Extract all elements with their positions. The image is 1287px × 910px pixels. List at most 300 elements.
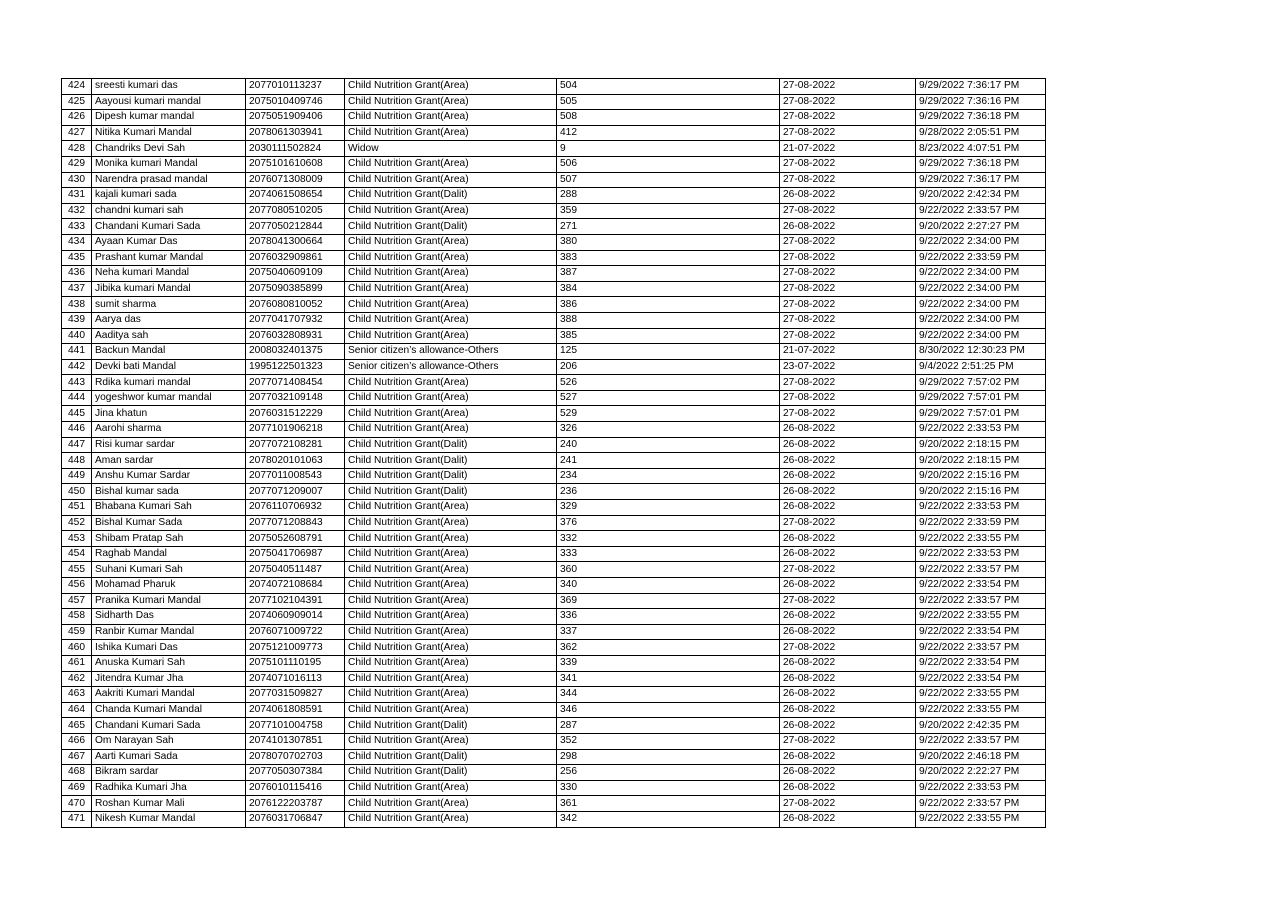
record-number-cell: 359	[557, 203, 780, 219]
table-row	[62, 811, 1046, 827]
serial-number-cell: 427	[62, 125, 92, 141]
serial-number-cell: 454	[62, 546, 92, 562]
record-number-cell: 287	[557, 718, 780, 734]
id-number-cell: 2077071209007	[246, 484, 345, 500]
date-cell: 23-07-2022	[780, 359, 916, 375]
record-number-cell: 362	[557, 640, 780, 656]
table-row	[62, 406, 1046, 422]
id-number-cell: 2078070702703	[246, 749, 345, 765]
timestamp-cell: 9/20/2022 2:22:27 PM	[916, 765, 1046, 781]
beneficiary-name-cell: Pranika Kumari Mandal	[92, 593, 246, 609]
records-table-body	[62, 79, 1046, 828]
serial-number-cell: 432	[62, 203, 92, 219]
timestamp-cell: 9/22/2022 2:33:53 PM	[916, 422, 1046, 438]
date-cell: 26-08-2022	[780, 718, 916, 734]
allowance-type-cell: Child Nutrition Grant(Area)	[345, 234, 557, 250]
allowance-type-cell: Child Nutrition Grant(Dalit)	[345, 188, 557, 204]
timestamp-cell: 9/22/2022 2:33:53 PM	[916, 546, 1046, 562]
serial-number-cell: 471	[62, 811, 92, 827]
allowance-type-cell: Child Nutrition Grant(Dalit)	[345, 437, 557, 453]
beneficiary-name-cell: Sidharth Das	[92, 609, 246, 625]
date-cell: 27-08-2022	[780, 328, 916, 344]
beneficiary-name-cell: Neha kumari Mandal	[92, 266, 246, 282]
id-number-cell: 2074071016113	[246, 671, 345, 687]
timestamp-cell: 9/22/2022 2:33:54 PM	[916, 624, 1046, 640]
serial-number-cell: 457	[62, 593, 92, 609]
record-number-cell: 336	[557, 609, 780, 625]
record-number-cell: 341	[557, 671, 780, 687]
id-number-cell: 2076122203787	[246, 796, 345, 812]
allowance-type-cell: Child Nutrition Grant(Dalit)	[345, 765, 557, 781]
table-row	[62, 562, 1046, 578]
beneficiary-name-cell: Aaditya sah	[92, 328, 246, 344]
allowance-type-cell: Senior citizen’s allowance-Others	[345, 359, 557, 375]
beneficiary-name-cell: Jitendra Kumar Jha	[92, 671, 246, 687]
beneficiary-name-cell: Prashant kumar Mandal	[92, 250, 246, 266]
serial-number-cell: 455	[62, 562, 92, 578]
allowance-type-cell: Child Nutrition Grant(Area)	[345, 655, 557, 671]
record-number-cell: 333	[557, 546, 780, 562]
allowance-type-cell: Child Nutrition Grant(Area)	[345, 94, 557, 110]
table-row	[62, 765, 1046, 781]
timestamp-cell: 9/22/2022 2:33:54 PM	[916, 655, 1046, 671]
allowance-type-cell: Child Nutrition Grant(Area)	[345, 422, 557, 438]
id-number-cell: 2075101110195	[246, 655, 345, 671]
allowance-type-cell: Child Nutrition Grant(Area)	[345, 312, 557, 328]
id-number-cell: 2077011008543	[246, 468, 345, 484]
record-number-cell: 527	[557, 390, 780, 406]
serial-number-cell: 453	[62, 531, 92, 547]
table-row	[62, 484, 1046, 500]
allowance-type-cell: Child Nutrition Grant(Area)	[345, 546, 557, 562]
id-number-cell: 2077010113237	[246, 79, 345, 95]
serial-number-cell: 461	[62, 655, 92, 671]
allowance-type-cell: Child Nutrition Grant(Dalit)	[345, 718, 557, 734]
timestamp-cell: 8/23/2022 4:07:51 PM	[916, 141, 1046, 157]
table-row	[62, 94, 1046, 110]
timestamp-cell: 9/20/2022 2:42:34 PM	[916, 188, 1046, 204]
serial-number-cell: 465	[62, 718, 92, 734]
beneficiary-name-cell: Chandani Kumari Sada	[92, 219, 246, 235]
record-number-cell: 342	[557, 811, 780, 827]
id-number-cell: 2077031509827	[246, 687, 345, 703]
id-number-cell: 2076080810052	[246, 297, 345, 313]
timestamp-cell: 9/20/2022 2:42:35 PM	[916, 718, 1046, 734]
date-cell: 26-08-2022	[780, 671, 916, 687]
table-row	[62, 281, 1046, 297]
serial-number-cell: 468	[62, 765, 92, 781]
record-number-cell: 505	[557, 94, 780, 110]
record-number-cell: 236	[557, 484, 780, 500]
allowance-type-cell: Child Nutrition Grant(Dalit)	[345, 453, 557, 469]
table-row	[62, 156, 1046, 172]
timestamp-cell: 9/22/2022 2:33:57 PM	[916, 796, 1046, 812]
table-row	[62, 796, 1046, 812]
timestamp-cell: 9/22/2022 2:33:57 PM	[916, 640, 1046, 656]
id-number-cell: 2078020101063	[246, 453, 345, 469]
allowance-type-cell: Child Nutrition Grant(Area)	[345, 640, 557, 656]
id-number-cell: 2075040609109	[246, 266, 345, 282]
beneficiary-name-cell: Backun Mandal	[92, 344, 246, 360]
beneficiary-name-cell: Mohamad Pharuk	[92, 578, 246, 594]
id-number-cell: 2077102104391	[246, 593, 345, 609]
beneficiary-name-cell: Aarya das	[92, 312, 246, 328]
id-number-cell: 2074072108684	[246, 578, 345, 594]
record-number-cell: 360	[557, 562, 780, 578]
timestamp-cell: 9/20/2022 2:18:15 PM	[916, 453, 1046, 469]
record-number-cell: 506	[557, 156, 780, 172]
table-row	[62, 359, 1046, 375]
timestamp-cell: 9/22/2022 2:34:00 PM	[916, 312, 1046, 328]
record-number-cell: 326	[557, 422, 780, 438]
timestamp-cell: 9/20/2022 2:18:15 PM	[916, 437, 1046, 453]
beneficiary-name-cell: Chanda Kumari Mandal	[92, 702, 246, 718]
id-number-cell: 2076110706932	[246, 500, 345, 516]
table-row	[62, 188, 1046, 204]
table-row	[62, 297, 1046, 313]
record-number-cell: 241	[557, 453, 780, 469]
date-cell: 26-08-2022	[780, 609, 916, 625]
allowance-type-cell: Child Nutrition Grant(Area)	[345, 562, 557, 578]
table-row	[62, 375, 1046, 391]
serial-number-cell: 425	[62, 94, 92, 110]
id-number-cell: 2076031706847	[246, 811, 345, 827]
date-cell: 26-08-2022	[780, 546, 916, 562]
record-number-cell: 339	[557, 655, 780, 671]
timestamp-cell: 9/22/2022 2:33:55 PM	[916, 811, 1046, 827]
serial-number-cell: 463	[62, 687, 92, 703]
record-number-cell: 504	[557, 79, 780, 95]
serial-number-cell: 460	[62, 640, 92, 656]
beneficiary-name-cell: Chandani Kumari Sada	[92, 718, 246, 734]
id-number-cell: 2077072108281	[246, 437, 345, 453]
date-cell: 26-08-2022	[780, 624, 916, 640]
allowance-type-cell: Child Nutrition Grant(Area)	[345, 172, 557, 188]
record-number-cell: 240	[557, 437, 780, 453]
id-number-cell: 2076071009722	[246, 624, 345, 640]
table-row	[62, 593, 1046, 609]
timestamp-cell: 9/22/2022 2:34:00 PM	[916, 234, 1046, 250]
serial-number-cell: 466	[62, 733, 92, 749]
record-number-cell: 9	[557, 141, 780, 157]
serial-number-cell: 464	[62, 702, 92, 718]
table-row	[62, 578, 1046, 594]
record-number-cell: 234	[557, 468, 780, 484]
date-cell: 27-08-2022	[780, 593, 916, 609]
date-cell: 26-08-2022	[780, 437, 916, 453]
date-cell: 27-08-2022	[780, 234, 916, 250]
id-number-cell: 2077032109148	[246, 390, 345, 406]
date-cell: 27-08-2022	[780, 297, 916, 313]
timestamp-cell: 9/29/2022 7:57:01 PM	[916, 406, 1046, 422]
date-cell: 27-08-2022	[780, 250, 916, 266]
id-number-cell: 2076031512229	[246, 406, 345, 422]
id-number-cell: 2075040511487	[246, 562, 345, 578]
serial-number-cell: 442	[62, 359, 92, 375]
allowance-type-cell: Child Nutrition Grant(Area)	[345, 811, 557, 827]
serial-number-cell: 470	[62, 796, 92, 812]
records-table	[61, 78, 1046, 828]
allowance-type-cell: Child Nutrition Grant(Area)	[345, 578, 557, 594]
timestamp-cell: 9/28/2022 2:05:51 PM	[916, 125, 1046, 141]
allowance-type-cell: Child Nutrition Grant(Area)	[345, 203, 557, 219]
record-number-cell: 508	[557, 110, 780, 126]
timestamp-cell: 9/20/2022 2:27:27 PM	[916, 219, 1046, 235]
id-number-cell: 2076032808931	[246, 328, 345, 344]
table-row	[62, 328, 1046, 344]
date-cell: 21-07-2022	[780, 141, 916, 157]
record-number-cell: 361	[557, 796, 780, 812]
id-number-cell: 2076071308009	[246, 172, 345, 188]
timestamp-cell: 9/29/2022 7:57:02 PM	[916, 375, 1046, 391]
beneficiary-name-cell: Radhika Kumari Jha	[92, 780, 246, 796]
beneficiary-name-cell: Roshan Kumar Mali	[92, 796, 246, 812]
serial-number-cell: 448	[62, 453, 92, 469]
timestamp-cell: 9/22/2022 2:33:55 PM	[916, 687, 1046, 703]
id-number-cell: 2077071208843	[246, 515, 345, 531]
serial-number-cell: 424	[62, 79, 92, 95]
date-cell: 26-08-2022	[780, 780, 916, 796]
beneficiary-name-cell: Aarohi sharma	[92, 422, 246, 438]
timestamp-cell: 9/22/2022 2:33:57 PM	[916, 593, 1046, 609]
date-cell: 26-08-2022	[780, 655, 916, 671]
beneficiary-name-cell: sumit sharma	[92, 297, 246, 313]
table-row	[62, 640, 1046, 656]
beneficiary-name-cell: Anuska Kumari Sah	[92, 655, 246, 671]
allowance-type-cell: Child Nutrition Grant(Area)	[345, 733, 557, 749]
beneficiary-name-cell: Devki bati Mandal	[92, 359, 246, 375]
timestamp-cell: 9/22/2022 2:33:57 PM	[916, 562, 1046, 578]
timestamp-cell: 9/4/2022 2:51:25 PM	[916, 359, 1046, 375]
date-cell: 27-08-2022	[780, 203, 916, 219]
serial-number-cell: 433	[62, 219, 92, 235]
timestamp-cell: 9/22/2022 2:33:54 PM	[916, 578, 1046, 594]
date-cell: 26-08-2022	[780, 453, 916, 469]
id-number-cell: 2074101307851	[246, 733, 345, 749]
allowance-type-cell: Child Nutrition Grant(Area)	[345, 79, 557, 95]
serial-number-cell: 441	[62, 344, 92, 360]
record-number-cell: 125	[557, 344, 780, 360]
serial-number-cell: 445	[62, 406, 92, 422]
table-row	[62, 390, 1046, 406]
record-number-cell: 526	[557, 375, 780, 391]
table-row	[62, 531, 1046, 547]
allowance-type-cell: Child Nutrition Grant(Area)	[345, 125, 557, 141]
record-number-cell: 380	[557, 234, 780, 250]
table-row	[62, 780, 1046, 796]
record-number-cell: 388	[557, 312, 780, 328]
allowance-type-cell: Child Nutrition Grant(Area)	[345, 515, 557, 531]
id-number-cell: 2076010115416	[246, 780, 345, 796]
table-row	[62, 624, 1046, 640]
beneficiary-name-cell: Aarti Kumari Sada	[92, 749, 246, 765]
id-number-cell: 2077050307384	[246, 765, 345, 781]
id-number-cell: 2075121009773	[246, 640, 345, 656]
serial-number-cell: 439	[62, 312, 92, 328]
allowance-type-cell: Child Nutrition Grant(Area)	[345, 110, 557, 126]
allowance-type-cell: Child Nutrition Grant(Dalit)	[345, 219, 557, 235]
allowance-type-cell: Child Nutrition Grant(Area)	[345, 531, 557, 547]
table-row	[62, 515, 1046, 531]
allowance-type-cell: Child Nutrition Grant(Area)	[345, 250, 557, 266]
date-cell: 27-08-2022	[780, 94, 916, 110]
timestamp-cell: 9/22/2022 2:33:55 PM	[916, 609, 1046, 625]
table-row	[62, 609, 1046, 625]
date-cell: 27-08-2022	[780, 515, 916, 531]
record-number-cell: 344	[557, 687, 780, 703]
timestamp-cell: 8/30/2022 12:30:23 PM	[916, 344, 1046, 360]
id-number-cell: 2078061303941	[246, 125, 345, 141]
id-number-cell: 1995122501323	[246, 359, 345, 375]
id-number-cell: 2030111502824	[246, 141, 345, 157]
allowance-type-cell: Child Nutrition Grant(Dalit)	[345, 749, 557, 765]
record-number-cell: 507	[557, 172, 780, 188]
record-number-cell: 386	[557, 297, 780, 313]
date-cell: 26-08-2022	[780, 500, 916, 516]
table-row	[62, 266, 1046, 282]
date-cell: 26-08-2022	[780, 484, 916, 500]
id-number-cell: 2074061508654	[246, 188, 345, 204]
allowance-type-cell: Senior citizen’s allowance-Others	[345, 344, 557, 360]
timestamp-cell: 9/22/2022 2:33:59 PM	[916, 515, 1046, 531]
id-number-cell: 2077101906218	[246, 422, 345, 438]
timestamp-cell: 9/29/2022 7:36:17 PM	[916, 79, 1046, 95]
record-number-cell: 332	[557, 531, 780, 547]
id-number-cell: 2075052608791	[246, 531, 345, 547]
table-row	[62, 110, 1046, 126]
date-cell: 26-08-2022	[780, 468, 916, 484]
allowance-type-cell: Child Nutrition Grant(Area)	[345, 375, 557, 391]
serial-number-cell: 435	[62, 250, 92, 266]
allowance-type-cell: Child Nutrition Grant(Dalit)	[345, 484, 557, 500]
table-row	[62, 546, 1046, 562]
date-cell: 27-08-2022	[780, 266, 916, 282]
serial-number-cell: 449	[62, 468, 92, 484]
record-number-cell: 206	[557, 359, 780, 375]
record-number-cell: 329	[557, 500, 780, 516]
serial-number-cell: 459	[62, 624, 92, 640]
table-row	[62, 468, 1046, 484]
serial-number-cell: 434	[62, 234, 92, 250]
allowance-type-cell: Child Nutrition Grant(Area)	[345, 406, 557, 422]
timestamp-cell: 9/29/2022 7:36:18 PM	[916, 110, 1046, 126]
record-number-cell: 369	[557, 593, 780, 609]
date-cell: 26-08-2022	[780, 578, 916, 594]
allowance-type-cell: Child Nutrition Grant(Area)	[345, 328, 557, 344]
beneficiary-name-cell: Ranbir Kumar Mandal	[92, 624, 246, 640]
table-row	[62, 125, 1046, 141]
id-number-cell: 2008032401375	[246, 344, 345, 360]
date-cell: 26-08-2022	[780, 765, 916, 781]
beneficiary-name-cell: Bishal kumar sada	[92, 484, 246, 500]
beneficiary-name-cell: Om Narayan Sah	[92, 733, 246, 749]
record-number-cell: 346	[557, 702, 780, 718]
timestamp-cell: 9/29/2022 7:36:17 PM	[916, 172, 1046, 188]
allowance-type-cell: Child Nutrition Grant(Area)	[345, 281, 557, 297]
date-cell: 27-08-2022	[780, 375, 916, 391]
date-cell: 27-08-2022	[780, 312, 916, 328]
table-row	[62, 671, 1046, 687]
beneficiary-name-cell: chandni kumari sah	[92, 203, 246, 219]
table-row	[62, 203, 1046, 219]
allowance-type-cell: Child Nutrition Grant(Area)	[345, 500, 557, 516]
record-number-cell: 412	[557, 125, 780, 141]
date-cell: 27-08-2022	[780, 172, 916, 188]
beneficiary-name-cell: Ishika Kumari Das	[92, 640, 246, 656]
id-number-cell: 2075051909406	[246, 110, 345, 126]
record-number-cell: 288	[557, 188, 780, 204]
beneficiary-name-cell: yogeshwor kumar mandal	[92, 390, 246, 406]
record-number-cell: 385	[557, 328, 780, 344]
beneficiary-name-cell: Bikram sardar	[92, 765, 246, 781]
record-number-cell: 352	[557, 733, 780, 749]
serial-number-cell: 437	[62, 281, 92, 297]
serial-number-cell: 438	[62, 297, 92, 313]
timestamp-cell: 9/29/2022 7:36:16 PM	[916, 94, 1046, 110]
timestamp-cell: 9/22/2022 2:33:59 PM	[916, 250, 1046, 266]
date-cell: 26-08-2022	[780, 422, 916, 438]
beneficiary-name-cell: Suhani Kumari Sah	[92, 562, 246, 578]
date-cell: 21-07-2022	[780, 344, 916, 360]
serial-number-cell: 450	[62, 484, 92, 500]
beneficiary-name-cell: Aman sardar	[92, 453, 246, 469]
table-row	[62, 422, 1046, 438]
allowance-type-cell: Child Nutrition Grant(Area)	[345, 780, 557, 796]
table-row	[62, 141, 1046, 157]
id-number-cell: 2077071408454	[246, 375, 345, 391]
record-number-cell: 529	[557, 406, 780, 422]
allowance-type-cell: Child Nutrition Grant(Area)	[345, 702, 557, 718]
serial-number-cell: 426	[62, 110, 92, 126]
timestamp-cell: 9/29/2022 7:57:01 PM	[916, 390, 1046, 406]
serial-number-cell: 447	[62, 437, 92, 453]
record-number-cell: 384	[557, 281, 780, 297]
allowance-type-cell: Widow	[345, 141, 557, 157]
serial-number-cell: 467	[62, 749, 92, 765]
table-row	[62, 172, 1046, 188]
id-number-cell: 2077050212844	[246, 219, 345, 235]
table-row	[62, 219, 1046, 235]
beneficiary-name-cell: Aakriti Kumari Mandal	[92, 687, 246, 703]
timestamp-cell: 9/22/2022 2:33:55 PM	[916, 531, 1046, 547]
id-number-cell: 2074061808591	[246, 702, 345, 718]
record-number-cell: 383	[557, 250, 780, 266]
allowance-type-cell: Child Nutrition Grant(Area)	[345, 156, 557, 172]
beneficiary-name-cell: Jina khatun	[92, 406, 246, 422]
id-number-cell: 2076032909861	[246, 250, 345, 266]
date-cell: 26-08-2022	[780, 702, 916, 718]
table-row	[62, 344, 1046, 360]
date-cell: 26-08-2022	[780, 531, 916, 547]
record-number-cell: 330	[557, 780, 780, 796]
beneficiary-name-cell: Anshu Kumar Sardar	[92, 468, 246, 484]
serial-number-cell: 429	[62, 156, 92, 172]
timestamp-cell: 9/20/2022 2:15:16 PM	[916, 484, 1046, 500]
id-number-cell: 2074060909014	[246, 609, 345, 625]
timestamp-cell: 9/22/2022 2:34:00 PM	[916, 328, 1046, 344]
beneficiary-name-cell: Rdika kumari mandal	[92, 375, 246, 391]
serial-number-cell: 428	[62, 141, 92, 157]
timestamp-cell: 9/22/2022 2:33:53 PM	[916, 780, 1046, 796]
beneficiary-name-cell: Nikesh Kumar Mandal	[92, 811, 246, 827]
date-cell: 26-08-2022	[780, 811, 916, 827]
beneficiary-name-cell: kajali kumari sada	[92, 188, 246, 204]
serial-number-cell: 469	[62, 780, 92, 796]
allowance-type-cell: Child Nutrition Grant(Area)	[345, 624, 557, 640]
record-number-cell: 376	[557, 515, 780, 531]
date-cell: 27-08-2022	[780, 156, 916, 172]
beneficiary-name-cell: Monika kumari Mandal	[92, 156, 246, 172]
